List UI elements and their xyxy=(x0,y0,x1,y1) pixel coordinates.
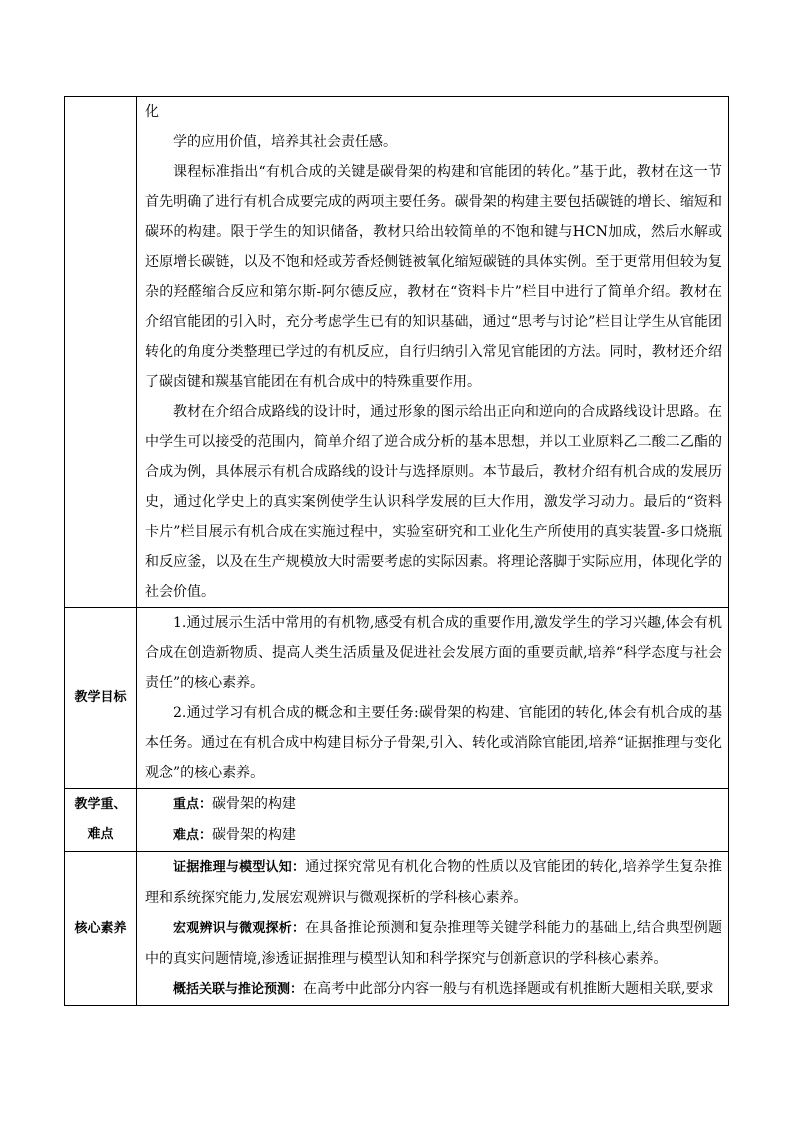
row-label-intro xyxy=(65,97,137,608)
literacy-item-1 xyxy=(145,852,722,913)
goal-item-2: 2.通过学习有机合成的概念和主要任务:碳骨架的构建、官能团的转化,体会有机合成的基本任务。通过在有机合成中构建目标分子骨架,引入、转化或消除官能团,培养“证据推理与变化观念”的核心素养。 xyxy=(145,705,722,781)
literacy-item-1-lead: 证据推理与模型认知： xyxy=(173,860,306,875)
row-label-keypoints-line2: 难点 xyxy=(87,827,114,842)
difficult-point-text: 碳骨架的构建 xyxy=(212,827,297,843)
literacy-item-3-text: 在高考中此部分内容一般与有机选择题或有机推断大题相关联,要求 xyxy=(303,981,714,997)
row-label-literacy: 核心素养 xyxy=(65,852,137,1006)
goal-item-1: 1.通过展示生活中常用的有机物,感受有机合成的重要作用,激发学生的学习兴趣,体会有机合成在创造新物质、提高人类生活质量及促进社会发展方面的重要贡献,培养“科学态度与社会责任”的核心素养。 xyxy=(145,615,722,691)
literacy-item-3 xyxy=(145,974,722,1005)
lesson-plan-table xyxy=(64,96,729,1006)
table-row-goals xyxy=(65,608,729,789)
goals-content xyxy=(137,608,729,789)
table-row-keypoints xyxy=(65,789,729,852)
literacy-item-2-text: 在具备推论预测和复杂推理等关键学科能力的基础上,结合典型例题中的真实问题情境,渗透证据推理与模型认知和科学探究与创新意识的学科核心素养。 xyxy=(145,920,722,967)
literacy-item-1-text: 通过探究常见有机化合物的性质以及官能团的转化,培养学生复杂推理和系统探究能力,发展宏观辨识与微观探析的学科核心素养。 xyxy=(145,859,722,906)
literacy-item-2 xyxy=(145,913,722,974)
row-label-keypoints xyxy=(65,789,137,852)
table-row-intro xyxy=(65,97,729,608)
intro-paragraph-1: 学的应用价值，培养其社会责任感。 xyxy=(173,134,397,150)
literacy-content xyxy=(137,852,729,1006)
intro-paragraph-0: 化 xyxy=(145,104,159,120)
key-point-lead: 重点： xyxy=(173,797,213,812)
keypoints-content xyxy=(137,789,729,852)
difficult-point xyxy=(145,820,722,851)
difficult-point-lead: 难点： xyxy=(173,828,213,843)
intro-paragraph-3: 教材在介绍合成路线的设计时，通过形象的图示给出正向和逆向的合成路线设计思路。在中学生可以接受的范围内，简单介绍了逆合成分析的基本思想，并以工业原料乙二酸二乙酯的合成为例，具体展示有机合成路线的设计与选择原则。本节最后，教材介绍有机合成的发展历史，通过化学史上的真实案例使学生认识科学发展的巨大作用，激发学习动力。最后的“资料卡片”栏目展示有机合成在实施过程中，实验室研究和工业化生产所使用的真实装置-多口烧瓶和反应釜，以及在生产规模放大时需要考虑的实际因素。将理论落脚于实际应用，体现化学的社会价值。 xyxy=(145,404,722,600)
intro-content xyxy=(137,97,729,608)
intro-paragraph-2: 课程标准指出“有机合成的关键是碳骨架的构建和官能团的转化。”基于此，教材在这一节首先明确了进行有机合成要完成的两项主要任务。碳骨架的构建主要包括碳链的增长、缩短和碳环的构建。限于学生的知识储备，教材只给出较简单的不饱和键与HCN加成，然后水解或还原增长碳链，以及不饱和烃或芳香烃侧链被氧化缩短碳链的具体实例。至于更常用但较为复杂的羟醛缩合反应和第尔斯-阿尔德反应，教材在“资料卡片”栏目中进行了简单介绍。教材在介绍官能团的引入时，充分考虑学生已有的知识基础，通过“思考与讨论”栏目让学生从官能团转化的角度分类整理已学过的有机反应，自行归纳引入常见官能团的方法。同时，教材还介绍了碳卤键和羰基官能团在有机合成中的特殊重要作用。 xyxy=(145,164,722,390)
key-point xyxy=(145,789,722,820)
key-point-text: 碳骨架的构建 xyxy=(212,796,297,812)
literacy-item-3-lead: 概括关联与推论预测： xyxy=(173,982,304,997)
row-label-keypoints-line1: 教学重、 xyxy=(74,797,127,812)
literacy-item-2-lead: 宏观辨识与微观探析： xyxy=(173,921,306,936)
row-label-goals: 教学目标 xyxy=(65,608,137,789)
table-row-literacy xyxy=(65,852,729,1006)
